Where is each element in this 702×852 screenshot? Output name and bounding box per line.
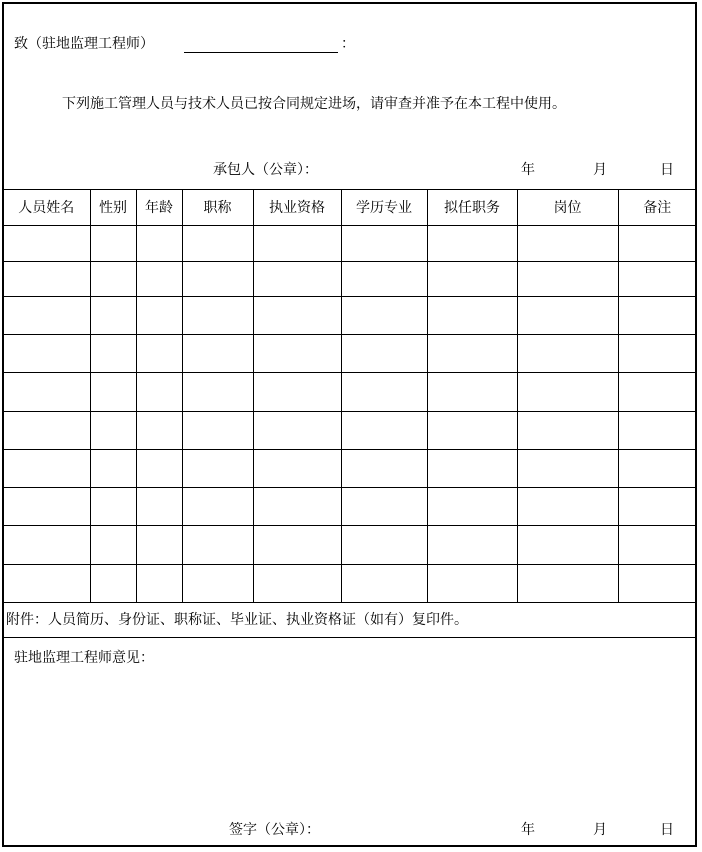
table-row (3, 564, 696, 602)
table-cell[interactable] (182, 225, 253, 261)
table-cell[interactable] (90, 564, 136, 602)
table-cell[interactable] (427, 225, 517, 261)
table-cell[interactable] (618, 334, 696, 372)
table-cell[interactable] (90, 334, 136, 372)
table-cell[interactable] (182, 261, 253, 296)
table-cell[interactable] (182, 296, 253, 334)
table-cell[interactable] (618, 411, 696, 449)
sign-seal-label: 签字（公章）： (229, 822, 320, 838)
table-cell[interactable] (427, 525, 517, 564)
table-cell[interactable] (3, 564, 90, 602)
attachment-divider (3, 637, 696, 638)
table-cell[interactable] (253, 449, 341, 487)
table-cell[interactable] (3, 487, 90, 525)
table-cell[interactable] (618, 225, 696, 261)
table-cell[interactable] (3, 296, 90, 334)
table-cell[interactable] (341, 225, 427, 261)
table-cell[interactable] (90, 261, 136, 296)
sign-month-label: 月 (593, 822, 607, 838)
table-cell[interactable] (618, 261, 696, 296)
engineer-name-field[interactable] (184, 52, 338, 53)
table-cell[interactable] (427, 564, 517, 602)
table-cell[interactable] (517, 225, 618, 261)
table-cell[interactable] (90, 487, 136, 525)
table-cell[interactable] (341, 564, 427, 602)
table-cell[interactable] (90, 411, 136, 449)
table-cell[interactable] (517, 261, 618, 296)
table-cell[interactable] (427, 372, 517, 411)
month-label: 月 (593, 162, 607, 178)
table-cell[interactable] (253, 296, 341, 334)
table-cell[interactable] (3, 334, 90, 372)
table-cell[interactable] (182, 372, 253, 411)
table-cell[interactable] (517, 487, 618, 525)
table-cell[interactable] (341, 334, 427, 372)
table-cell[interactable] (182, 411, 253, 449)
table-cell[interactable] (136, 564, 182, 602)
table-cell[interactable] (341, 296, 427, 334)
personnel-table (3, 189, 696, 603)
table-cell[interactable] (3, 449, 90, 487)
table-cell[interactable] (427, 261, 517, 296)
table-cell[interactable] (253, 372, 341, 411)
table-cell[interactable] (3, 411, 90, 449)
col-header-qualification: 执业资格 (253, 189, 341, 225)
table-cell[interactable] (341, 525, 427, 564)
table-cell[interactable] (618, 296, 696, 334)
table-cell[interactable] (253, 564, 341, 602)
table-cell[interactable] (136, 525, 182, 564)
table-cell[interactable] (90, 525, 136, 564)
table-cell[interactable] (253, 261, 341, 296)
table-cell[interactable] (341, 372, 427, 411)
table-row (3, 449, 696, 487)
contractor-seal-label: 承包人（公章）： (213, 162, 318, 178)
col-header-remarks: 备注 (618, 189, 696, 225)
table-cell[interactable] (90, 449, 136, 487)
table-cell[interactable] (136, 487, 182, 525)
table-cell[interactable] (136, 225, 182, 261)
table-cell[interactable] (253, 525, 341, 564)
table-cell[interactable] (341, 487, 427, 525)
table-cell[interactable] (618, 487, 696, 525)
col-header-education: 学历专业 (341, 189, 427, 225)
col-header-gender: 性别 (90, 189, 136, 225)
table-cell[interactable] (182, 449, 253, 487)
table-cell[interactable] (3, 261, 90, 296)
sign-year-label: 年 (521, 822, 535, 838)
table-row (3, 334, 696, 372)
attachment-note: 附件：人员简历、身份证、职称证、毕业证、执业资格证（如有）复印件。 (6, 612, 468, 628)
table-cell[interactable] (253, 411, 341, 449)
table-cell[interactable] (341, 261, 427, 296)
table-cell[interactable] (618, 372, 696, 411)
table-row (3, 525, 696, 564)
table-row (3, 261, 696, 296)
to-colon: ： (341, 36, 355, 52)
col-header-name: 人员姓名 (3, 189, 90, 225)
table-cell[interactable] (136, 372, 182, 411)
table-cell[interactable] (182, 487, 253, 525)
table-cell[interactable] (253, 487, 341, 525)
table-cell[interactable] (618, 525, 696, 564)
table-cell[interactable] (3, 525, 90, 564)
table-cell[interactable] (182, 525, 253, 564)
sign-day-label: 日 (660, 822, 674, 838)
table-cell[interactable] (427, 411, 517, 449)
table-cell[interactable] (517, 525, 618, 564)
table-cell[interactable] (427, 487, 517, 525)
table-cell[interactable] (136, 411, 182, 449)
col-header-post: 岗位 (517, 189, 618, 225)
table-cell[interactable] (618, 449, 696, 487)
table-cell[interactable] (136, 296, 182, 334)
table-cell[interactable] (136, 334, 182, 372)
table-cell[interactable] (427, 449, 517, 487)
opinion-area[interactable] (14, 672, 684, 812)
table-row (3, 372, 696, 411)
table-cell[interactable] (136, 449, 182, 487)
col-header-title: 职称 (182, 189, 253, 225)
table-cell[interactable] (182, 334, 253, 372)
table-cell[interactable] (182, 564, 253, 602)
table-cell[interactable] (3, 372, 90, 411)
col-header-proposed-duty: 拟任职务 (427, 189, 517, 225)
table-cell[interactable] (517, 411, 618, 449)
table-cell[interactable] (517, 296, 618, 334)
table-row (3, 487, 696, 525)
table-cell[interactable] (3, 225, 90, 261)
table-row (3, 225, 696, 261)
opinion-label: 驻地监理工程师意见： (14, 650, 154, 666)
table-cell[interactable] (517, 334, 618, 372)
table-row (3, 411, 696, 449)
table-cell[interactable] (427, 296, 517, 334)
table-cell[interactable] (341, 449, 427, 487)
table-cell[interactable] (253, 334, 341, 372)
table-cell[interactable] (253, 225, 341, 261)
table-cell[interactable] (90, 225, 136, 261)
table-cell[interactable] (517, 372, 618, 411)
year-label: 年 (521, 162, 535, 178)
table-header-row (3, 189, 696, 225)
table-cell[interactable] (341, 411, 427, 449)
table-row (3, 296, 696, 334)
table-cell[interactable] (136, 261, 182, 296)
table-cell[interactable] (90, 296, 136, 334)
table-cell[interactable] (90, 372, 136, 411)
table-cell[interactable] (517, 449, 618, 487)
table-cell[interactable] (517, 564, 618, 602)
table-cell[interactable] (427, 334, 517, 372)
day-label: 日 (660, 162, 674, 178)
to-label: 致（驻地监理工程师） (14, 36, 154, 52)
col-header-age: 年龄 (136, 189, 182, 225)
intro-text: 下列施工管理人员与技术人员已按合同规定进场，请审查并准予在本工程中使用。 (62, 96, 566, 112)
table-cell[interactable] (618, 564, 696, 602)
